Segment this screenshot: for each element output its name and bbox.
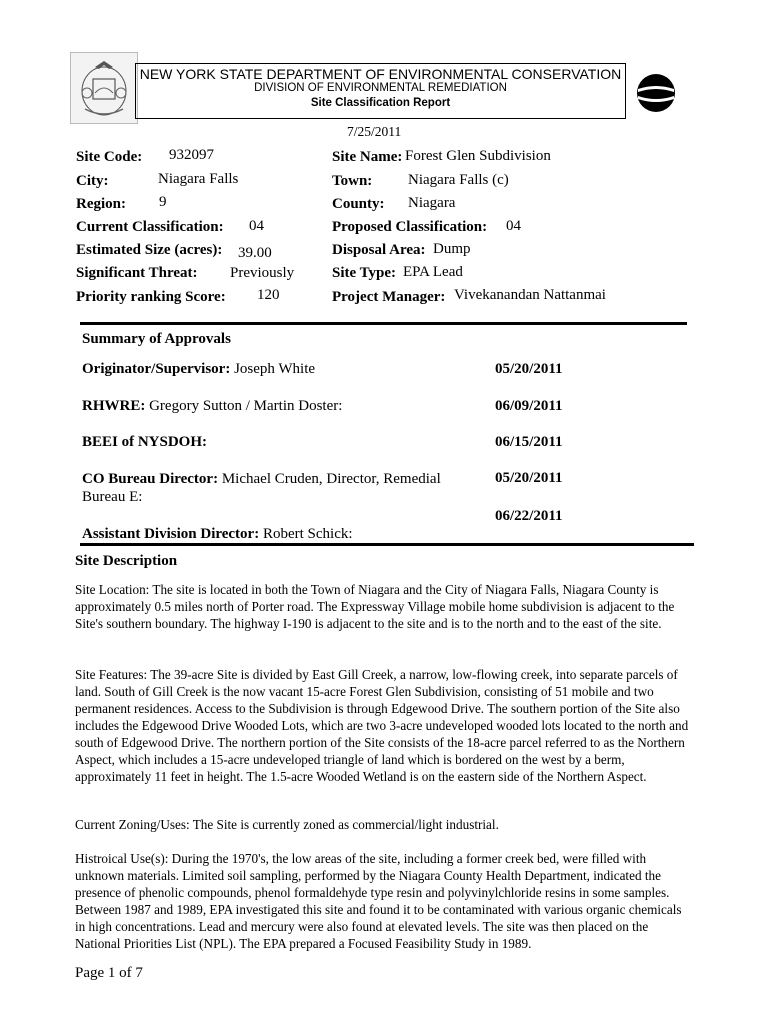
- region-label: Region:: [76, 196, 126, 212]
- approval-row: [82, 398, 342, 415]
- region-value: 9: [159, 194, 167, 210]
- approval-date: 05/20/2011: [495, 470, 563, 486]
- approval-name: Michael Cruden, Director, Remedial: [221, 471, 441, 487]
- approval-label: RHWRE:: [82, 398, 146, 414]
- approvals-title: Summary of Approvals: [82, 331, 231, 347]
- division-name: DIVISION OF ENVIRONMENTAL REMEDIATION: [254, 82, 507, 94]
- approval-name: Joseph White: [234, 361, 316, 377]
- disposal-area-label: Disposal Area:: [332, 242, 426, 258]
- paragraph-historical-use: Histroical Use(s): During the 1970's, the low areas of the site, including a former creek bed, were filled with unknown materials. Limited soil sampling, performed by the Niagara County Health Department, indicated the presence of phenolic compounds, phenol formaldehyde type resin and polyvinylchloride resins in some samples. Between 1987 and 1989, EPA investigated this site and found it to be contaminated with various organic chemicals in high concentrations. Lead and mercury were also found at elevated levels. The site was then placed on the National Priorities List (NPL). The EPA prepared a Focused Feasibility Study in 1989.: [75, 851, 682, 951]
- disposal-area-value: Dump: [433, 241, 471, 257]
- estimated-size-label: Estimated Size (acres):: [76, 242, 223, 258]
- report-header: [135, 63, 626, 119]
- estimated-size-value: 39.00: [238, 245, 272, 261]
- approval-date: 06/09/2011: [495, 398, 563, 414]
- site-type-label: Site Type:: [332, 265, 397, 281]
- approvals-bottom-rule: [80, 543, 694, 546]
- approval-date: 05/20/2011: [495, 361, 563, 377]
- approval-name: Gregory Sutton / Martin Doster:: [149, 398, 343, 414]
- approval-label: CO Bureau Director:: [82, 471, 219, 487]
- approval-label: Originator/Supervisor:: [82, 361, 231, 377]
- report-date: 7/25/2011: [347, 124, 402, 139]
- approvals-top-rule: [80, 322, 687, 325]
- nys-seal-icon: [70, 52, 138, 124]
- page-number: Page 1 of 7: [75, 965, 143, 981]
- paragraph-site-location: Site Location: The site is located in both the Town of Niagara and the City of Niagara Falls, Niagara County is approximately 0.5 miles north of Porter road. The Expressway Village mobile home subdivision is adjacent to the Site's southern boundary. The highway I-190 is adjacent to the site and is to the north and to the east of the site.: [75, 582, 675, 631]
- city-value: Niagara Falls: [158, 171, 239, 187]
- approval-date: 06/22/2011: [495, 508, 563, 524]
- current-classification-value: 04: [249, 218, 264, 234]
- town-label: Town:: [332, 173, 373, 189]
- site-name-label: Site Name:: [332, 149, 403, 165]
- approval-label: Assistant Division Director:: [82, 526, 260, 542]
- site-type-value: EPA Lead: [403, 264, 463, 280]
- project-manager-label: Project Manager:: [332, 289, 446, 305]
- site-code-label: Site Code:: [76, 149, 143, 165]
- significant-threat-label: Significant Threat:: [76, 265, 198, 281]
- project-manager-value: Vivekanandan Nattanmai: [454, 287, 606, 303]
- site-code-value: 932097: [169, 147, 214, 163]
- significant-threat-value: Previously: [230, 265, 295, 281]
- paragraph-zoning: Current Zoning/Uses: The Site is currently zoned as commercial/light industrial.: [75, 817, 499, 832]
- approval-row: [82, 471, 441, 488]
- city-label: City:: [76, 173, 109, 189]
- approval-row: [82, 526, 353, 543]
- approval-row: [82, 361, 315, 378]
- site-description-title: Site Description: [75, 553, 178, 569]
- current-classification-label: Current Classification:: [76, 219, 224, 235]
- approval-label: BEEI of NYSDOH:: [82, 434, 208, 450]
- approval-date: 06/15/2011: [495, 434, 563, 450]
- paragraph-site-features: Site Features: The 39-acre Site is divided by East Gill Creek, a narrow, low-flowing creek, into separate parcels of land. South of Gill Creek is the now vacant 15-acre Forest Glen Subdivision, consisting of 51 mobile and two permanent residences. Access to the Subdivision is through Edgewood Drive. The southern portion of the Site also includes the Edgewood Drive Wooded Lots, which are two 3-acre undeveloped wooded lots located to the north and south of Edgewood Drive. The northern portion of the Site consists of the 18-acre parcel referred to as the Northern Aspect, which includes a 15-acre undeveloped triangle of land which is bordered on the west by a berm, approximately 11 feet in height. The 1.5-acre Wooded Wetland is on the eastern side of the Northern Aspect.: [75, 667, 689, 784]
- approval-name: Robert Schick:: [262, 526, 353, 542]
- proposed-classification-label: Proposed Classification:: [332, 219, 488, 235]
- county-value: Niagara: [408, 195, 456, 211]
- proposed-classification-value: 04: [506, 218, 521, 234]
- priority-score-label: Priority ranking Score:: [76, 289, 226, 305]
- site-name-value: Forest Glen Subdivision: [405, 148, 551, 164]
- county-label: County:: [332, 196, 385, 212]
- town-value: Niagara Falls (c): [408, 172, 509, 188]
- approval-name-continued: Bureau E:: [82, 489, 143, 505]
- priority-score-value: 120: [257, 287, 280, 303]
- report-title: Site Classification Report: [310, 97, 451, 109]
- agency-name: NEW YORK STATE DEPARTMENT OF ENVIRONMENTAL CONSERVATION: [139, 66, 622, 82]
- dec-logo-icon: [636, 72, 676, 114]
- approval-row: [82, 434, 207, 451]
